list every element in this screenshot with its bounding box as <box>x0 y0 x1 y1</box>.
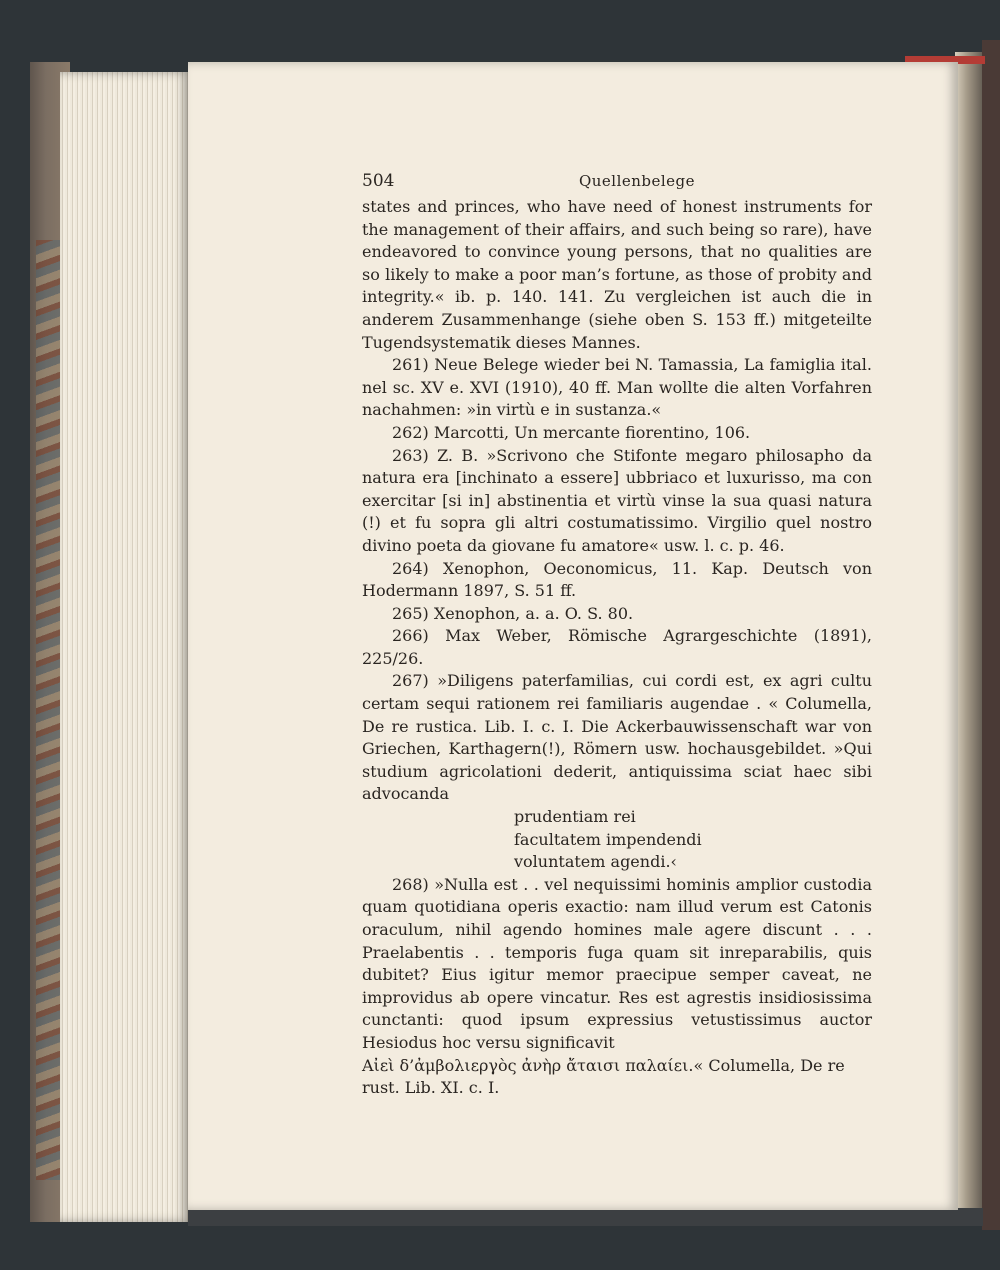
quoted-verse <box>514 806 872 874</box>
verse-line: prudentiam rei <box>514 807 636 827</box>
page-number: 504 <box>362 171 395 191</box>
page-text <box>362 150 872 1100</box>
footnote-267: 267) »Diligens paterfamilias, cui cordi est, ex agri cultu certam sequi rationem rei familiaris augendae . « Columella, De re rustica. Lib. I. c. I. Die Ackerbauwissenschaft war von Griechen, Karthagern(!), Römern usw. hochausgebildet. »Qui studium agricolationi dederit, antiquissima sciat haec sibi advocanda <box>362 671 872 804</box>
footnote-268: 268) »Nulla est . . vel nequissimi hominis amplior custodia quam quotidiana operis exactio: nam illud verum est Catonis oraculum, nihil agendo homines male agere discunt . . . Praelabentis . . temporis fuga quam sit inreparabilis, quis dubitet? Eius igitur memor praecipue semper caveat, ne improvidus ab opere vincatur. Res est agrestis insidiosissima cunctanti: quod ipsum expressius vetustissimus auctor Hesiodus hoc versu significavit <box>362 874 872 1052</box>
paragraph-continuation: states and princes, who have need of honest instruments for the management of their affairs, and such being so rare), have endeavored to convince young persons, that no qualities are so likely to make a poor man’s fortune, as those of probity and integrity.« ib. p. 140. 141. Zu vergleichen ist auch die in anderem Zusammenhange (siehe oben S. 153 ff.) mitgeteilte Tugendsystematik dieses Mannes. <box>362 197 872 352</box>
footnote-266: 266) Max Weber, Römische Agrargeschichte (1891), 225/26. <box>362 626 872 668</box>
page-header <box>362 150 872 196</box>
cover-board-bottom <box>188 1208 983 1226</box>
verse-line: facultatem impendendi <box>514 829 702 849</box>
page-gutter-right <box>955 52 985 1222</box>
running-head: Quellenbelege <box>578 172 696 190</box>
footnote-264: 264) Xenophon, Oeconomicus, 11. Kap. Deutsch von Hodermann 1897, S. 51 ff. <box>362 558 872 601</box>
verse-line: voluntatem agendi.‹ <box>514 852 677 872</box>
footnote-263: 263) Z. B. »Scrivono che Stifonte megaro philosapho da natura era [inchinato a essere] ubbriaco et luxurisso, ma con exercitar [si in] abstinentia et virtù vinse la sua quasi natura (!) et fu sopra gli altri costumatissimo. Virgilio quel nostro divino poeta da giovane fu amatore« usw. l. c. p. 46. <box>362 445 872 555</box>
footnote-265: 265) Xenophon, a. a. O. S. 80. <box>392 603 634 623</box>
footnote-262: 262) Marcotti, Un mercante fiorentino, 106. <box>392 422 751 442</box>
page-stack <box>60 72 190 1222</box>
cover-board-right <box>982 40 1000 1230</box>
footnote-261: 261) Neue Belege wieder bei N. Tamassia, La famiglia ital. nel sc. XV e. XVI (1910), 40 ff. Man wollte die alten Vorfahren nachahmen: »in virtù e in sustanza.« <box>362 355 872 420</box>
footnote-268-end: Αἰεὶ δ’ἀμβολιεργὸς ἀνὴρ ἄταισι παλαίει.« Columella, De re rust. Lib. XI. c. I. <box>362 1055 845 1098</box>
